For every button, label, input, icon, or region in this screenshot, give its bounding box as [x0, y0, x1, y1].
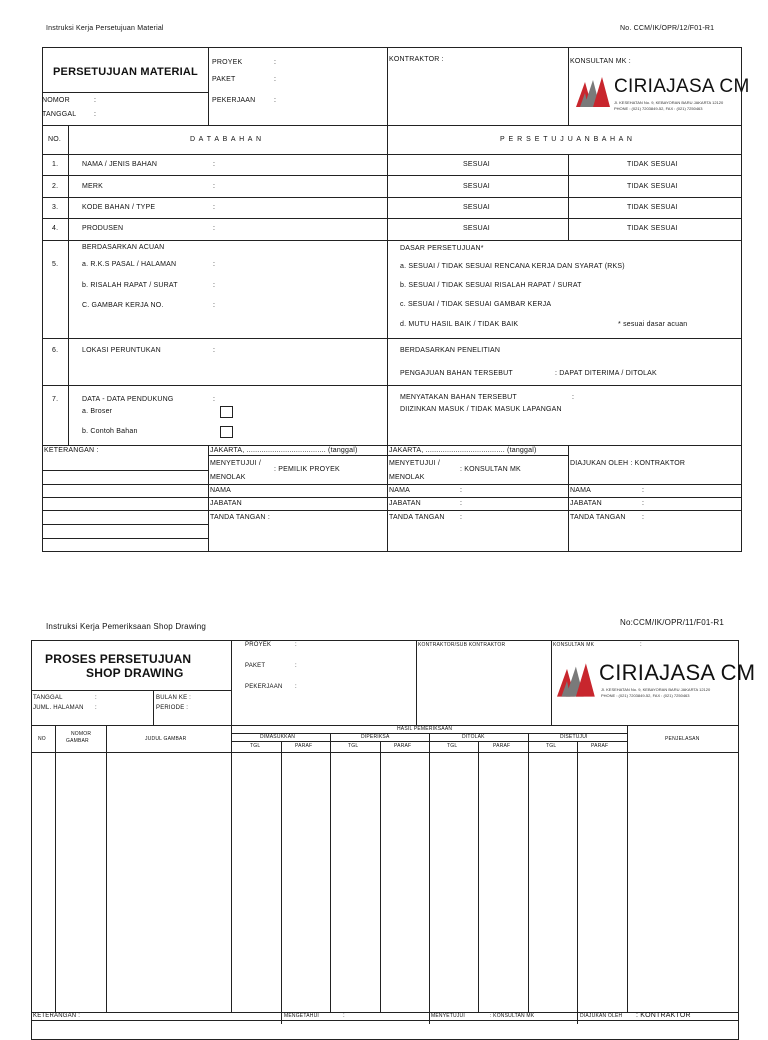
paket-label: PAKET — [212, 76, 236, 83]
ciriajasa-mark-icon — [557, 663, 597, 697]
form2-title-line2: SHOP DRAWING — [86, 666, 184, 680]
logo-name: CIRIAJASA CM — [614, 76, 750, 97]
nomor-label: NOMOR — [42, 97, 70, 104]
tidak-sesuai-option[interactable]: TIDAK SESUAI — [627, 204, 678, 211]
form2-header-left: Instruksi Kerja Pemeriksaan Shop Drawing — [46, 622, 207, 631]
sesuai-option[interactable]: SESUAI — [463, 161, 490, 168]
keterangan-label: KETERANGAN : — [44, 447, 99, 454]
ciriajasa-logo — [557, 660, 756, 706]
sesuai-option[interactable]: SESUAI — [463, 183, 490, 190]
logo-address: Jl. KESEHATAN No. 9, KEBAYORAN BARU JAKARTA 12120 — [601, 687, 711, 692]
ciriajasa-mark-icon — [576, 77, 612, 107]
form2-title-line1: PROSES PERSETUJUAN — [45, 652, 192, 666]
tidak-sesuai-option[interactable]: TIDAK SESUAI — [627, 161, 678, 168]
logo-name: CIRIAJASA CM — [599, 660, 756, 685]
sesuai-option[interactable]: SESUAI — [463, 225, 490, 232]
col-persetujuan-bahan: P E R S E T U J U A N B A H A N — [500, 136, 633, 143]
tanggal-label: TANGGAL — [42, 111, 77, 118]
form1-title: PERSETUJUAN MATERIAL — [53, 66, 198, 78]
logo-phone: PHONE : (021) 7203849-52, FAX : (021) 7250463 — [601, 693, 690, 698]
form1-header-right: No. CCM/IK/OPR/12/F01-R1 — [620, 25, 715, 32]
form1-header-left: Instruksi Kerja Persetujuan Material — [46, 25, 164, 32]
logo-phone: PHONE : (021) 7203849-52, FAX : (021) 7250463 — [614, 106, 703, 111]
sesuai-option[interactable]: SESUAI — [463, 204, 490, 211]
ciriajasa-logo — [576, 74, 750, 120]
konsultan-label: KONSULTAN MK : — [570, 58, 631, 65]
col-no: NO. — [48, 136, 62, 143]
form2-header-right: No:CCM/IK/OPR/11/F01-R1 — [620, 618, 725, 627]
proyek-label: PROYEK — [212, 59, 243, 66]
broser-checkbox[interactable] — [220, 406, 233, 418]
logo-address: Jl. KESEHATAN No. 9, KEBAYORAN BARU JAKARTA 12120 — [614, 100, 724, 105]
col-data-bahan: D A T A B A H A N — [190, 136, 263, 143]
pekerjaan-label: PEKERJAAN — [212, 97, 256, 104]
tidak-sesuai-option[interactable]: TIDAK SESUAI — [627, 225, 678, 232]
kontraktor-label: KONTRAKTOR : — [389, 56, 444, 63]
contoh-bahan-checkbox[interactable] — [220, 426, 233, 438]
tidak-sesuai-option[interactable]: TIDAK SESUAI — [627, 183, 678, 190]
